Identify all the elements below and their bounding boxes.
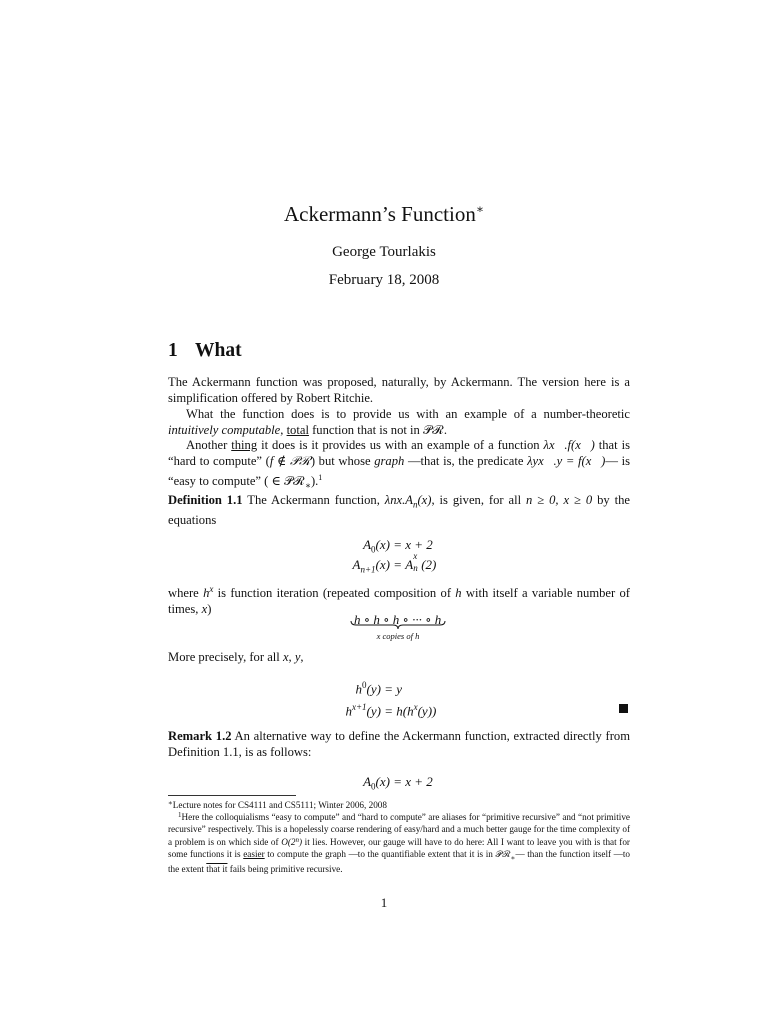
end-of-proof-square xyxy=(619,704,628,713)
equation-an1: $A_{n+1}(x) = A$ x n (2) xyxy=(352,551,437,575)
section-number: 1 xyxy=(168,340,178,361)
iteration-explanation: where $h^x$ is function iteration (repeated composition of h with itself a variable number of times, x) xyxy=(168,584,630,616)
section-title: What xyxy=(195,340,242,361)
paragraph-2: What the function does is to provide us with an example of a number-theoretic intuitively computable, total function that is not in 𝒫ℛ. xyxy=(168,407,630,437)
paragraph-1: The Ackermann function was proposed, naturally, by Ackermann. The version here is a simplification offered by Robert Ritchie. xyxy=(168,375,630,405)
definition-label: Definition 1.1 xyxy=(168,493,243,507)
paper-title: Ackermann’s Function∗ xyxy=(283,202,485,226)
definition-1-1: Definition 1.1 The Ackermann function, $\lambda nx.A_n(x)$, is given, for all n ≥ 0, x ≥ 0 by the equations xyxy=(168,493,630,528)
date: February 18, 2008 xyxy=(328,272,440,288)
footnote-1-marker: 1 xyxy=(318,472,323,482)
underbrace xyxy=(350,620,446,630)
remark-1-2: Remark 1.2 An alternative way to define the Ackermann function, extracted directly from Definition 1.1, is as follows: xyxy=(168,729,630,759)
equation-a0: $A_0(x) = x + 2$ xyxy=(363,537,433,555)
footnote-1: $^1$Here the colloquialisms “easy to compute” and “hard to compute” are aliases for “primitive recursive” and “not primitive recursive” respectively. This is a hopelessly coarse rendering of easy/hard and a much better gauge for the time complexity of a problem is on which side of O(2$^n$) it lies. However, our gauge will have to do here: All I want to leave you with is that for some functions it is easier to compute the graph —to the quantifiable extent that it is in 𝒫ℛ$_∗$— than the function itself —to the extent that it fails being primitive recursive. xyxy=(168,811,631,875)
footnote-star: ∗Lecture notes for CS4111 and CS5111; Winter 2006, 2008 xyxy=(168,799,387,810)
paragraph-3: Another thing it does is it provides us with an example of a function λx⃗.f(x⃗) that is “hard to compute” (f ∉ 𝒫ℛ) but whose graph —that is, the predicate λyx⃗.y = f(x⃗)— is “easy to compute” ( ∈ 𝒫ℛ$_∗$).$^1$ xyxy=(168,438,631,491)
remark-label: Remark 1.2 xyxy=(168,729,232,743)
equation-hx1: $h^{x+1}(y) = h(h^x(y))$ xyxy=(345,702,437,719)
more-precisely: More precisely, for all x, y, xyxy=(168,650,304,664)
equation-h0: $h^0(y) = y$ xyxy=(355,680,403,697)
author: George Tourlakis xyxy=(332,244,436,260)
section-heading xyxy=(168,340,242,362)
page-number: 1 xyxy=(380,895,388,910)
composition-expression: h ∘ h ∘ h ∘ ··· ∘ h xyxy=(354,612,442,627)
equation-a0-remark: $A_0(x) = x + 2$ xyxy=(363,774,433,792)
brace-label: x copies of h xyxy=(376,631,420,641)
footnote-rule xyxy=(168,795,296,796)
title-footnote-marker: ∗ xyxy=(475,202,485,216)
